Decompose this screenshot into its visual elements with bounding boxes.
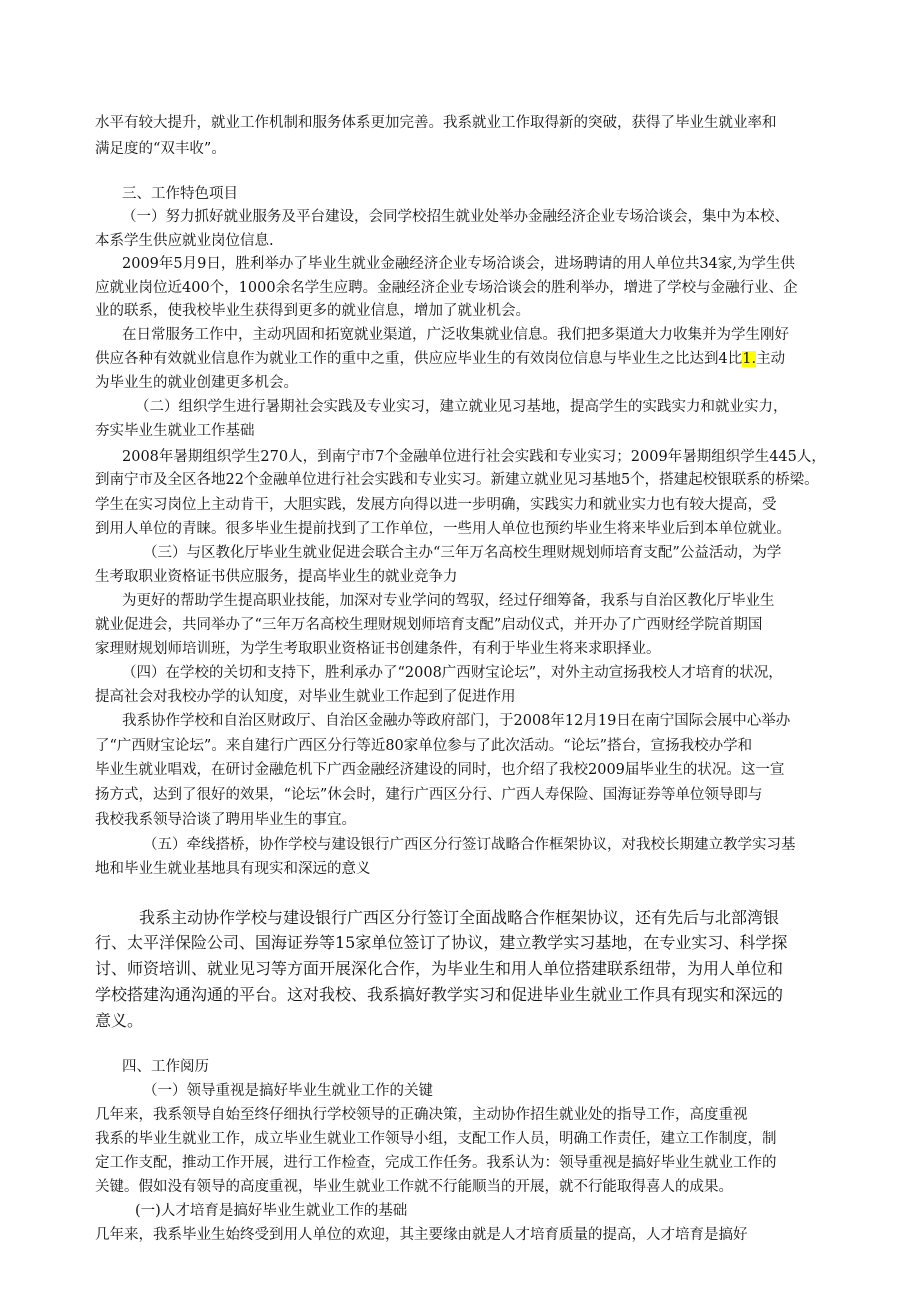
subsection-heading: (一)人才培育是搞好毕业生就业工作的基础 [135,1203,408,1219]
paragraph-line [95,348,785,370]
line-text: 供应各种有效就业信息作为就业工作的重中之重，供应应毕业生的有效岗位信息与毕业生之比达到4比 [95,351,743,367]
paragraph-line: 应就业岗位近400个，1000余名学生应聘。金融经济企业专场洽谈会的胜利举办，增进了学校与金融行业、企 [95,280,798,296]
paragraph-line: 几年来，我系毕业生始终受到用人单位的欢迎，其主要缘由就是人才培育质量的提高，人才培育是搞好 [95,1227,748,1243]
paragraph-line: 几年来，我系领导自始至终仔细执行学校领导的正确决策，主动协作招生就业处的指导工作，高度重视 [95,1107,748,1123]
subsection-heading: （四）在学校的关切和支持下，胜利承办了“2008广西财宝论坛”，对外主动宣扬我校人才培育的状况， [122,665,783,681]
paragraph-line: 为更好的帮助学生提高职业技能，加深对专业学问的驾驭，经过仔细筹备，我系与自治区教化厅毕业生 [122,593,775,609]
paragraph-line: 在日常服务工作中，主动巩固和拓宽就业渠道，广泛收集就业信息。我们把多渠道大力收集并为学生刚好 [122,327,789,343]
paragraph-line: 毕业生就业唱戏，在研讨金融危机下广西金融经济建设的同时，也介绍了我校2009届毕业生的状况。这一宣 [95,762,785,778]
paragraph-line: 为毕业生的就业创建更多机会。 [95,375,298,391]
paragraph-line: 学生在实习岗位上主动肯干，大胆实践，发展方向得以进一步明确，实践实力和就业实力也有较大提高，受 [95,497,777,513]
subsection-heading: 本系学生供应就业岗位信息. [95,233,274,249]
subsection-heading: 提高社会对我校办学的认知度，对毕业生就业工作起到了促进作用 [95,689,516,705]
paragraph-line: 2009年5月9日，胜利举办了毕业生就业金融经济企业专场洽谈会，进场聘请的用人单位共34家,为学生供 [122,256,795,272]
paragraph-line: 意义。 [95,1011,144,1030]
paragraph-line: 就业促进会，共同举办了“三年万名高校生理财规划师培育支配”启动仪式，并开办了广西财经学院首期国 [95,617,763,633]
paragraph-line: 扬方式，达到了很好的效果，“论坛”休会时，建行广西区分行、广西人寿保险、国海证券等单位领导即与 [95,787,763,803]
subsection-heading: 地和毕业生就业基地具有现实和深远的意义 [95,861,371,877]
paragraph-line: 到用人单位的青睐。很多毕业生提前找到了工作单位，一些用人单位也预约毕业生将来毕业后到本单位就业。 [95,521,791,537]
section-heading: 三、工作特色项目 [122,186,238,202]
paragraph-line: 到南宁市及全区各地22个金融单位进行社会实践和专业实习。新建立就业见习基地5个，搭建起校银联系的桥梁。 [95,472,819,488]
subsection-heading: 夯实毕业生就业工作基础 [95,423,255,439]
section-heading: 四、工作阅历 [122,1059,209,1075]
subsection-heading: （三）与区教化厅毕业生就业促进会联合主办“三年万名高校生理财规划师培育支配”公益活动，为学 [143,545,782,561]
paragraph-line: 学校搭建沟通沟通的平台。这对我校、我系搞好教学实习和促进毕业生就业工作具有现实和深远的 [95,985,784,1004]
subsection-heading: （五）牵线搭桥，协作学校与建设银行广西区分行签订战略合作框架协议，对我校长期建立教学实习基 [143,837,796,853]
paragraph-line: 业的联系，使我校毕业生获得到更多的就业信息，增加了就业机会。 [95,303,530,319]
paragraph-line: 了“广西财宝论坛”。来自建行广西区分行等近80家单位参与了此次活动。“论坛”搭台，宣扬我校办学和 [95,738,753,754]
subsection-heading: （二）组织学生进行暑期社会实践及专业实习，建立就业见习基地，提高学生的实践实力和就业实力， [135,399,788,415]
paragraph-line: 水平有较大提升，就业工作机制和服务体系更加完善。我系就业工作取得新的突破，获得了毕业生就业率和 [95,115,777,131]
paragraph-line: 行、太平洋保险公司、国海证券等15家单位签订了协议，建立教学实习基地，在专业实习、科学探 [95,933,788,952]
paragraph-line: 我系协作学校和自治区财政厅、自治区金融办等政府部门，于2008年12月19日在南宁国际会展中心举办 [122,713,791,729]
subsection-heading: 生考取职业资格证书供应服务，提高毕业生的就业竞争力 [95,569,458,585]
paragraph-line: 关键。假如没有领导的高度重视，毕业生就业工作就不行能顺当的开展，就不行能取得喜人的成果。 [95,1179,733,1195]
subsection-heading: （一）领导重视是搞好毕业生就业工作的关键 [143,1083,433,1099]
paragraph-line: 我系主动协作学校与建设银行广西区分行签订全面战略合作框架协议，还有先后与北部湾银 [139,908,780,927]
paragraph-line: 2008年暑期组织学生270人，到南宁市7个金融单位进行社会实践和专业实习；2009年暑期组织学生445人， [122,449,826,465]
paragraph-line: 定工作支配，推动工作开展，进行工作检查，完成工作任务。我系认为：领导重视是搞好毕业生就业工作的 [95,1155,777,1171]
paragraph-line: 我校我系领导洽谈了聘用毕业生的事宜。 [95,812,356,828]
paragraph-line: 满足度的“双丰收”。 [95,141,226,157]
paragraph-line: 我系的毕业生就业工作，成立毕业生就业工作领导小组，支配工作人员，明确工作责任，建立工作制度，制 [95,1131,777,1147]
paragraph-line: 家理财规划师培训班，为学生考取职业资格证书创建条件，有利于毕业生将来求职择业。 [95,641,661,657]
subsection-heading: （一）努力抓好就业服务及平台建设，会同学校招生就业处举办金融经济企业专场洽谈会，集中为本校、 [122,209,789,225]
line-text: 主动 [756,351,786,367]
highlighted-text: 1. [742,351,757,367]
paragraph-line: 讨、师资培训、就业见习等方面开展深化合作，为毕业生和用人单位搭建联系纽带，为用人单位和 [95,959,784,978]
